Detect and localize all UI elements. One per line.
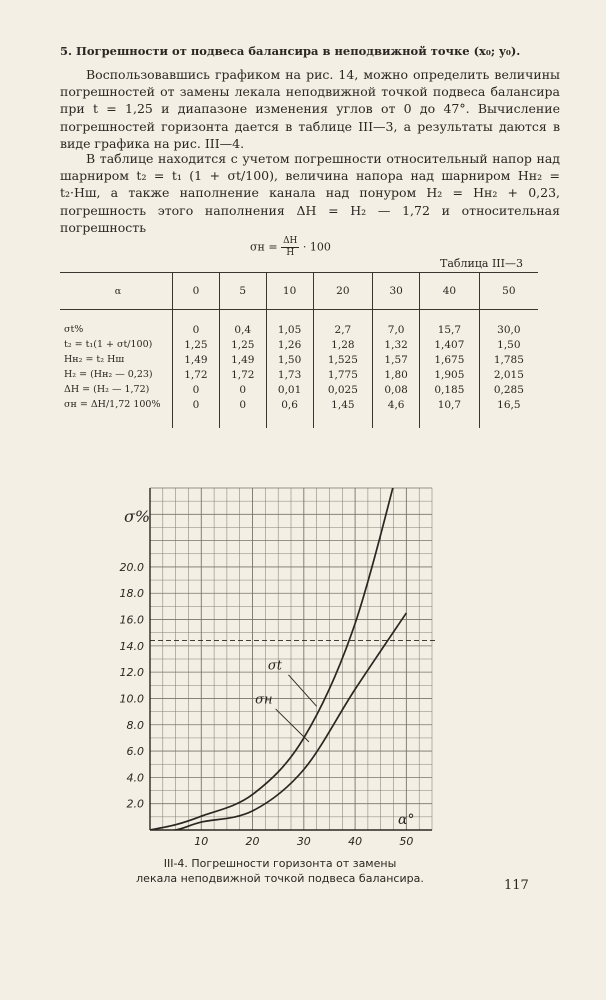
formula-rhs: · 100 xyxy=(302,240,331,254)
table-cell: 1,26 xyxy=(266,337,313,352)
x-tick-label: 40 xyxy=(348,835,363,848)
table-cell: 0,025 xyxy=(313,382,373,397)
table-header-cell: 50 xyxy=(479,273,538,310)
table-cell: 4,6 xyxy=(373,397,420,428)
table-cell: 0,01 xyxy=(266,382,313,397)
row-label: σн = ΔH/1,72 100% xyxy=(64,399,161,410)
row-label: ΔH = (H₂ — 1,72) xyxy=(64,384,150,395)
table-cell: 1,785 xyxy=(479,352,538,367)
table-cell: 15,7 xyxy=(420,310,480,338)
x-tick-label: 10 xyxy=(194,835,209,848)
table-header-cell: 10 xyxy=(266,273,313,310)
table-cell: 1,28 xyxy=(313,337,373,352)
section-heading: 5. Погрешности от подвеса балансира в неподвижной точке (x₀; y₀). xyxy=(60,44,521,58)
y-tick-label: 18.0 xyxy=(119,587,144,601)
table-cell: 1,32 xyxy=(373,337,420,352)
table-cell: 7,0 xyxy=(373,310,420,338)
y-tick-label: 2.0 xyxy=(126,797,144,811)
table-header-cell: 5 xyxy=(219,273,266,310)
formula-lhs: σн = xyxy=(250,240,278,254)
table-cell: 0,6 xyxy=(266,397,313,428)
table-cell: 0 xyxy=(219,382,266,397)
table-cell: 1,905 xyxy=(420,367,480,382)
table-cell: 0 xyxy=(173,382,220,397)
table-cell: 1,50 xyxy=(266,352,313,367)
y-tick-label: 12.0 xyxy=(119,666,144,680)
table-cell: 0 xyxy=(219,397,266,428)
row-label: H₂ = (Hн₂ — 0,23) xyxy=(64,369,153,380)
table-cell: 30,0 xyxy=(479,310,538,338)
series-label-sigma-n: σн xyxy=(255,692,273,708)
table-cell: 1,525 xyxy=(313,352,373,367)
x-tick-label: 30 xyxy=(296,835,311,848)
figure-caption-line-1: III-4. Погрешности горизонта от замены xyxy=(163,857,397,870)
leader-line-sigma-t xyxy=(288,675,316,707)
page-number: 117 xyxy=(504,878,529,893)
table-cell: 1,45 xyxy=(313,397,373,428)
table-cell: 1,25 xyxy=(219,337,266,352)
paragraph-2: В таблице находится с учетом погрешности относительный напор над шарниром t₂ = t₁ (1 + σt/100), величина напора над шарниром Hн₂ = t₂·Hш, а также наполнение канала над понуром H₂ = Hн₂ + 0,23, погрешность этого наполнения ΔH = H₂ — 1,72 и относительная погрешность xyxy=(60,151,560,235)
y-tick-label: 14.0 xyxy=(119,639,144,653)
table-cell: 0 xyxy=(173,397,220,428)
table-cell: 2,015 xyxy=(479,367,538,382)
series-label-sigma-t: σt xyxy=(267,658,283,674)
table-cell: 0,4 xyxy=(219,310,266,338)
x-tick-label: 50 xyxy=(399,835,414,848)
table-cell: 0,285 xyxy=(479,382,538,397)
row-label: t₂ = t₁(1 + σt/100) xyxy=(64,339,153,350)
table-header-label: α xyxy=(60,273,173,310)
table-cell: 1,50 xyxy=(479,337,538,352)
table-cell: 16,5 xyxy=(479,397,538,428)
table-header-cell: 30 xyxy=(373,273,420,310)
table-caption: Таблица III—3 xyxy=(440,257,523,270)
y-tick-label: 16.0 xyxy=(119,613,144,627)
y-tick-label: 8.0 xyxy=(126,718,144,732)
y-tick-label: 6.0 xyxy=(126,745,144,759)
table-cell: 1,73 xyxy=(266,367,313,382)
table-cell: 0,08 xyxy=(373,382,420,397)
table-cell: 1,675 xyxy=(420,352,480,367)
figure-caption xyxy=(130,856,430,886)
table-cell: 1,49 xyxy=(219,352,266,367)
table-cell: 1,72 xyxy=(219,367,266,382)
table-header-cell: 40 xyxy=(420,273,480,310)
paragraph-1: Воспользовавшись графиком на рис. 14, можно определить величины погрешностей от замены лекала неподвижной точкой подвеса балансира при t = 1,25 и диапазоне изменения углов от 0 до 47°. Вычисление погрешностей горизонта дается в таблице III—3, а результаты даются в виде графика на рис. III—4. xyxy=(60,67,560,151)
table-header-cell: 20 xyxy=(313,273,373,310)
table-cell: 1,25 xyxy=(173,337,220,352)
table-cell: 1,05 xyxy=(266,310,313,338)
y-tick-label: 20.0 xyxy=(119,560,144,574)
figure-caption-line-2: лекала неподвижной точкой подвеса балансира. xyxy=(136,872,424,885)
y-tick-label: 4.0 xyxy=(126,771,144,785)
x-axis-label: α° xyxy=(398,812,415,828)
table-cell: 2,7 xyxy=(313,310,373,338)
row-label: Hн₂ = t₂ Hш xyxy=(64,354,125,365)
y-tick-label: 10.0 xyxy=(119,692,144,706)
formula-denominator: H xyxy=(286,248,295,258)
table-cell: 1,57 xyxy=(373,352,420,367)
table-cell: 0,185 xyxy=(420,382,480,397)
table-cell: 1,407 xyxy=(420,337,480,352)
table-cell: 10,7 xyxy=(420,397,480,428)
table-cell: 1,49 xyxy=(173,352,220,367)
table-cell: 1,72 xyxy=(173,367,220,382)
x-tick-label: 20 xyxy=(245,835,260,848)
table-cell: 1,775 xyxy=(313,367,373,382)
formula-numerator: ΔH xyxy=(283,236,298,246)
y-axis-label: σ% xyxy=(124,507,151,526)
table-cell: 0 xyxy=(173,310,220,338)
row-label: σt% xyxy=(64,324,84,335)
table-header-cell: 0 xyxy=(173,273,220,310)
table-cell: 1,80 xyxy=(373,367,420,382)
